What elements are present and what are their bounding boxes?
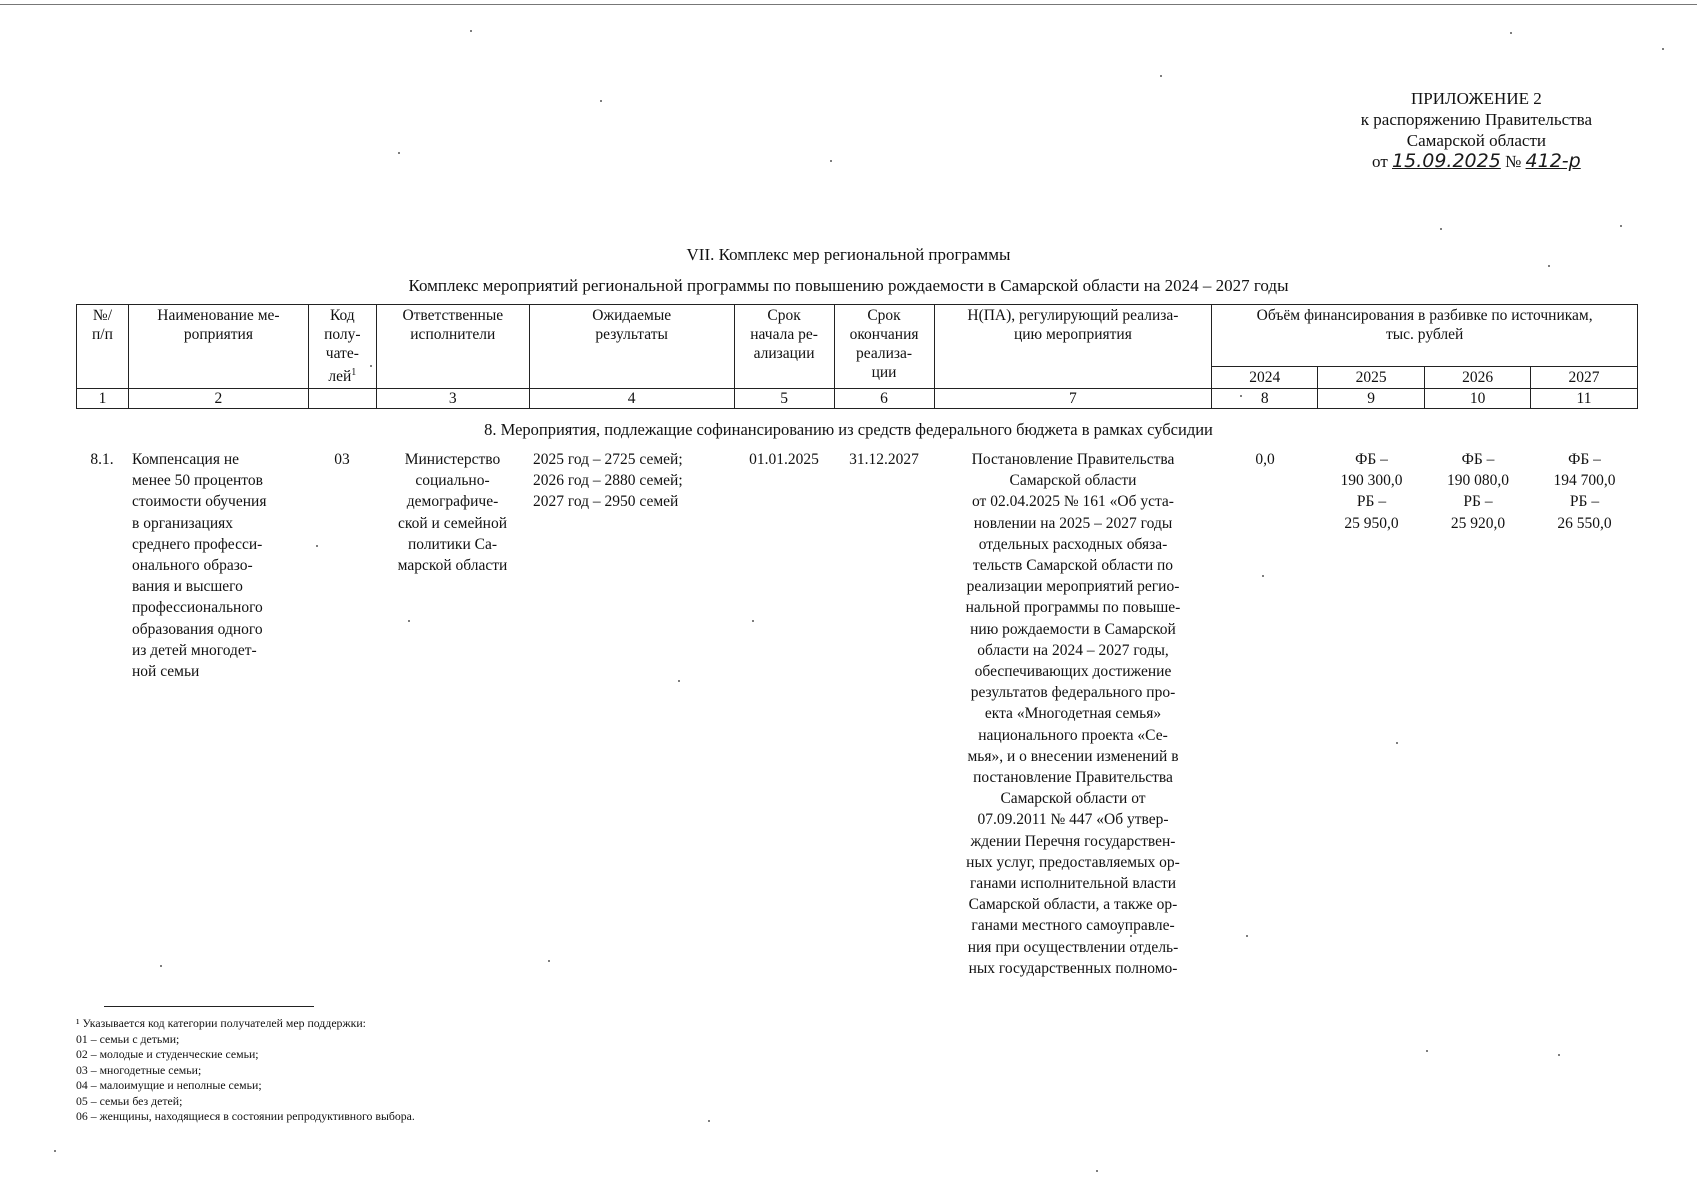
cell-line: результатов федерального про- [970, 684, 1176, 702]
row-executors [376, 449, 529, 979]
scan-speck [1426, 1050, 1428, 1052]
cell-line: цию мероприятия [1013, 326, 1132, 343]
scan-speck [830, 160, 832, 162]
footnote-line: 04 – малоимущие и неполные семьи; [76, 1078, 262, 1092]
cell-line: Н(ПА), регулирующий реализа- [967, 307, 1179, 324]
cell-line: национального проекта «Се- [978, 726, 1168, 744]
header-executors-text [380, 306, 526, 344]
cell-line: Постановление Правительства [971, 451, 1175, 468]
header-code [308, 305, 376, 389]
cell-line: нальной программы по повыше- [965, 599, 1181, 617]
header-financing [1212, 305, 1638, 367]
colnum: 5 [734, 389, 834, 409]
handwritten-date: 15.09.2025 [1392, 150, 1501, 172]
cell-line: 26 550,0 [1557, 514, 1612, 532]
row-start: 01.01.2025 [749, 451, 819, 468]
cell-line: ской и семейной [398, 514, 507, 532]
cell-line: ФБ – [1355, 451, 1388, 468]
footnote-line: 02 – молодые и студенческие семьи; [76, 1047, 259, 1061]
row-num: 8.1. [90, 451, 114, 468]
row-name [128, 449, 308, 979]
row-2026 [1425, 449, 1531, 979]
cell-line: демографиче- [406, 493, 499, 511]
row-2027 [1531, 449, 1638, 979]
cell-line: Код [329, 307, 355, 324]
footnotes [76, 1016, 415, 1125]
row-code: 03 [334, 451, 350, 468]
measures-table-header [76, 304, 1638, 409]
cell-line: Самарской области от [1000, 790, 1146, 808]
header-year-2026: 2026 [1425, 367, 1531, 389]
header-num-text [80, 306, 125, 344]
header-start-text [738, 306, 831, 363]
cell-line: образования одного [132, 620, 263, 638]
cell-line: екта «Многодетная семья» [984, 705, 1162, 723]
footnote-line: ¹ Указывается код категории получателей мер поддержки: [76, 1016, 366, 1030]
header-end-text [838, 306, 931, 382]
colnum: 8 [1212, 389, 1318, 409]
section-title: VII. Комплекс мер региональной программы [686, 245, 1011, 264]
scan-speck [1440, 228, 1442, 230]
footnote-line: 01 – семьи с детьми; [76, 1031, 180, 1046]
row-2025 [1318, 449, 1425, 979]
colnum: 11 [1531, 389, 1638, 409]
colnum: 1 [77, 389, 129, 409]
cell-line: тыс. рублей [1385, 326, 1464, 343]
program-title: Комплекс мероприятий региональной программы по повышению рождаемости в Самарской области на 2024 – 2027 годы [408, 276, 1289, 295]
scan-speck [1160, 75, 1162, 77]
cell-line: в организациях [132, 514, 233, 532]
cell-line: 07.09.2011 № 447 «Об утвер- [977, 811, 1169, 829]
row-results [529, 449, 734, 979]
row-npa [934, 449, 1212, 979]
cell-line: Самарской области [1009, 472, 1137, 490]
header-year-2024: 2024 [1212, 367, 1318, 389]
cell-line: начала ре- [750, 326, 818, 343]
cell-line: Министерство [404, 451, 501, 468]
header-npa-text [938, 306, 1209, 344]
cell-line: Самарской области, а также ор- [968, 896, 1178, 914]
scan-speck [1662, 48, 1664, 50]
cell-line: реализации мероприятий регио- [966, 578, 1180, 596]
scan-speck [1510, 32, 1512, 34]
header-results [529, 305, 734, 389]
scan-speck [1620, 225, 1622, 227]
header-name [128, 305, 308, 389]
scan-speck [398, 152, 400, 154]
cell-line: Ожидаемые [592, 307, 672, 324]
cell-line: вания и высшего [132, 578, 243, 596]
cell-line: 25 920,0 [1450, 514, 1506, 532]
cell-line: профессионального [132, 599, 263, 617]
section-8-heading: 8. Мероприятия, подлежащие софинансированию из средств федерального бюджета в рамках субсидии [484, 420, 1213, 439]
header-start [734, 305, 834, 389]
footnote-line: 06 – женщины, находящиеся в состоянии репродуктивного выбора. [76, 1109, 415, 1123]
cell-line: Объём финансирования в разбивке по источникам, [1256, 307, 1593, 324]
cell-line: Компенсация не [132, 451, 240, 468]
header-financing-text [1215, 306, 1634, 344]
cell-line: ганами местного самоуправле- [971, 917, 1175, 935]
approval-date-line [1361, 151, 1592, 172]
cell-line: ализации [753, 345, 815, 362]
cell-line: полу- [324, 326, 361, 343]
cell-line: исполнители [410, 326, 496, 343]
cell-line: ФБ – [1568, 451, 1601, 468]
cell-line: 25 950,0 [1344, 514, 1399, 532]
cell-line: РБ – [1356, 493, 1387, 511]
approval-block [1361, 88, 1592, 172]
cell-line: из детей многодет- [132, 641, 257, 659]
cell-line: ганами исполнительной власти [969, 875, 1177, 893]
from-label: от [1372, 152, 1388, 171]
cell-line: политики Са- [407, 535, 498, 553]
cell-line: ной семьи [132, 663, 200, 681]
footnote-line: 03 – многодетные семьи; [76, 1062, 202, 1077]
cell-line: среднего професси- [132, 535, 263, 553]
cell-line: 190 300,0 [1340, 472, 1403, 490]
cell-line: ных государственных полномо- [968, 959, 1178, 977]
column-number-row [77, 389, 1638, 409]
cell-line: №/ [92, 307, 113, 324]
approval-title: ПРИЛОЖЕНИЕ 2 [1411, 89, 1542, 108]
cell-line: тельств Самарской области по [972, 557, 1174, 575]
handwritten-number: 412-р [1525, 150, 1581, 172]
cell-line: новлении на 2025 – 2027 годы [973, 514, 1173, 532]
footnote-marker: 1 [351, 367, 357, 378]
cell-line: окончания [849, 326, 919, 343]
cell-line: ждении Перечня государствен- [970, 832, 1176, 850]
cell-line: ции [871, 364, 897, 381]
cell-line: лей$^1$ [328, 367, 357, 386]
header-year-2025: 2025 [1318, 367, 1425, 389]
cell-line: стоимости обучения [132, 493, 267, 511]
cell-line: Ответственные [402, 307, 504, 324]
cell-line: 2026 год – 2880 семей; [533, 472, 683, 490]
scan-speck [1558, 1054, 1560, 1056]
cell-line: от 02.04.2025 № 161 «Об уста- [972, 493, 1174, 511]
header-executors [376, 305, 529, 389]
scan-speck [600, 100, 602, 102]
footnote-rule [104, 1006, 314, 1007]
cell-line: ния при осуществлении отдель- [967, 938, 1179, 956]
scan-speck [1096, 1170, 1098, 1172]
approval-line-2: к распоряжению Правительства [1360, 110, 1592, 129]
cell-line: менее 50 процентов [132, 472, 263, 490]
cell-line: РБ – [1569, 493, 1600, 511]
colnum [308, 389, 376, 409]
scan-speck [1548, 265, 1550, 267]
cell-line: чате- [325, 345, 359, 362]
row-2024: 0,0 [1255, 451, 1275, 468]
measure-row-8-1 [76, 449, 1638, 979]
colnum: 7 [934, 389, 1212, 409]
cell-line: мья», и о внесении изменений в [967, 747, 1179, 765]
cell-line: 190 080,0 [1447, 472, 1509, 490]
approval-line-3: Самарской области [1406, 131, 1546, 150]
cell-line: результаты [595, 326, 668, 343]
cell-line: марской области [397, 557, 508, 575]
cell-line: п/п [92, 326, 113, 343]
cell-line: реализа- [856, 345, 913, 362]
cell-line: 2025 год – 2725 семей; [533, 451, 683, 468]
cell-line: Срок [767, 307, 801, 324]
cell-line: 2027 год – 2950 семей [533, 493, 679, 511]
cell-line: области на 2024 – 2027 годы, [977, 641, 1169, 659]
cell-line: Срок [867, 307, 901, 324]
header-code-text [312, 306, 373, 386]
cell-line: отдельных расходных обяза- [978, 535, 1168, 553]
cell-line: обеспечивающих достижение [974, 663, 1172, 681]
header-year-2027: 2027 [1531, 367, 1638, 389]
cell-line: онального образо- [132, 557, 253, 575]
cell-line: социально- [415, 472, 490, 490]
cell-line: постановление Правительства [973, 769, 1173, 787]
colnum: 3 [376, 389, 529, 409]
cell-line: ФБ – [1461, 451, 1495, 468]
colnum: 4 [529, 389, 734, 409]
header-num [77, 305, 129, 389]
colnum: 10 [1425, 389, 1531, 409]
scan-edge-line [0, 4, 1697, 5]
colnum: 9 [1318, 389, 1425, 409]
cell-line: нию рождаемости в Самарской [970, 620, 1176, 638]
cell-line: роприятия [183, 326, 253, 343]
header-npa [934, 305, 1212, 389]
header-results-text [533, 306, 731, 344]
colnum: 2 [128, 389, 308, 409]
header-name-text [132, 306, 305, 344]
scan-speck [708, 1120, 710, 1122]
row-end: 31.12.2027 [849, 451, 919, 468]
cell-line: РБ – [1463, 493, 1493, 511]
scan-speck [470, 30, 472, 32]
cell-line: ных услуг, предоставляемых ор- [966, 853, 1180, 871]
colnum: 6 [834, 389, 934, 409]
header-end [834, 305, 934, 389]
scan-speck [54, 1150, 56, 1152]
cell-line: 194 700,0 [1553, 472, 1616, 490]
cell-line: Наименование ме- [157, 307, 280, 324]
number-label: № [1505, 152, 1522, 171]
footnote-line: 05 – семьи без детей; [76, 1093, 183, 1108]
